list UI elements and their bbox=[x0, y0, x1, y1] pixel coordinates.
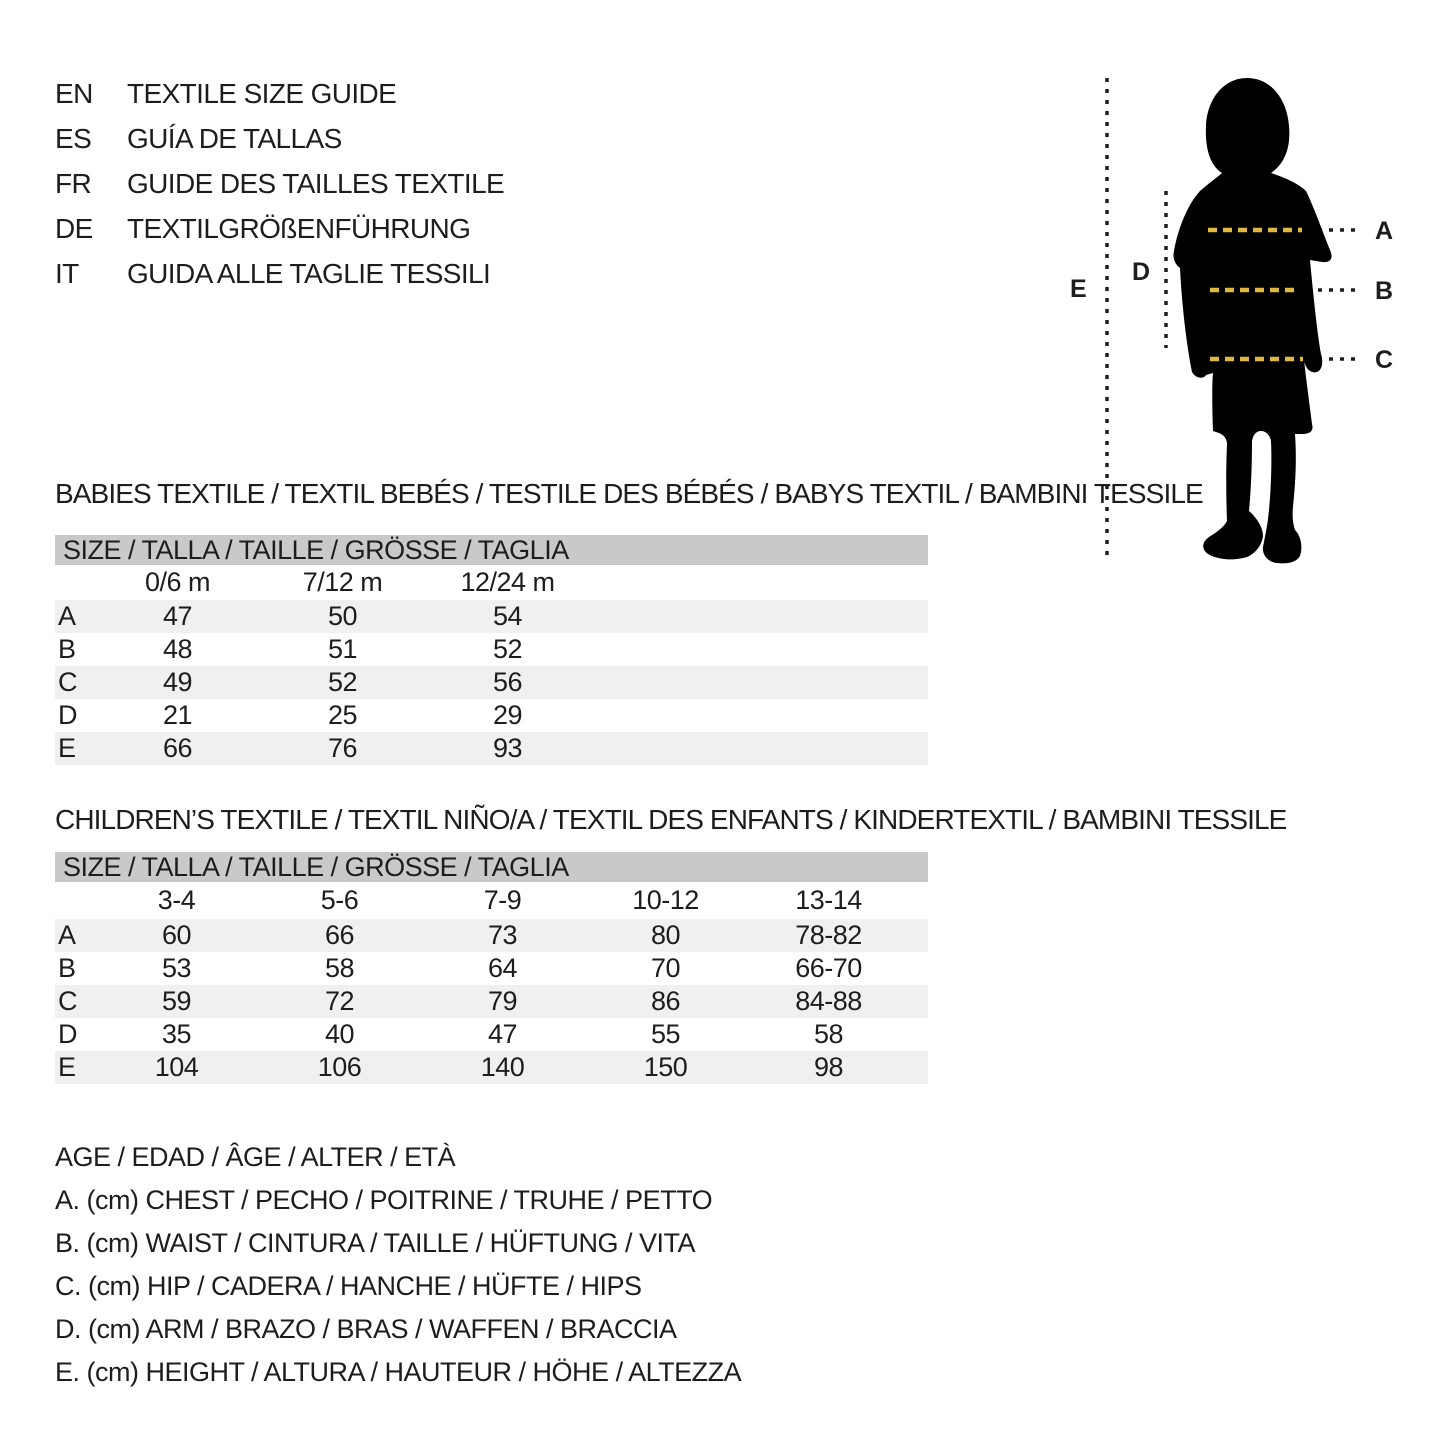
language-code: ES bbox=[55, 122, 92, 154]
cell: 51 bbox=[327, 634, 358, 664]
cell: 50 bbox=[327, 601, 358, 631]
column-header: 10-12 bbox=[632, 885, 699, 915]
figure-label-a: A bbox=[1375, 217, 1394, 245]
cell: 73 bbox=[487, 920, 518, 950]
cell: 35 bbox=[161, 1019, 192, 1049]
cell: 58 bbox=[813, 1019, 844, 1049]
language-row-fr bbox=[55, 161, 504, 206]
cell: 29 bbox=[492, 700, 523, 730]
children-table-header-bar: SIZE / TALLA / TAILLE / GRÖSSE / TAGLIA bbox=[55, 852, 928, 882]
guide-title-de: TEXTILGRÖßENFÜHRUNG bbox=[127, 212, 471, 244]
table-row bbox=[55, 919, 928, 952]
language-row-it bbox=[55, 251, 504, 296]
language-header bbox=[55, 71, 504, 296]
cell: 79 bbox=[487, 986, 518, 1016]
cell: 84-88 bbox=[795, 986, 862, 1016]
column-header: 13-14 bbox=[795, 885, 862, 915]
legend-line-chest: A. (cm) CHEST / PECHO / POITRINE / TRUHE / PETTO bbox=[55, 1185, 713, 1215]
cell: 86 bbox=[650, 986, 681, 1016]
legend-line-hip: C. (cm) HIP / CADERA / HANCHE / HÜFTE / HIPS bbox=[55, 1271, 642, 1301]
legend-line-height: E. (cm) HEIGHT / ALTURA / HAUTEUR / HÖHE / ALTEZZA bbox=[55, 1357, 742, 1387]
language-row-de bbox=[55, 206, 504, 251]
cell: 98 bbox=[813, 1052, 844, 1082]
table-row bbox=[55, 1018, 928, 1051]
language-code: IT bbox=[55, 257, 79, 289]
children-section-title: CHILDREN’S TEXTILE / TEXTIL NIÑO/A / TEXTIL DES ENFANTS / KINDERTEXTIL / BAMBINI TESSILE bbox=[55, 804, 1287, 835]
cell: 52 bbox=[492, 634, 523, 664]
cell: 58 bbox=[324, 953, 355, 983]
babies-column-header-row bbox=[55, 565, 928, 600]
row-label: C bbox=[58, 667, 77, 697]
guide-title-en: TEXTILE SIZE GUIDE bbox=[127, 77, 397, 109]
children-size-table bbox=[55, 852, 928, 1084]
babies-size-table bbox=[55, 535, 928, 765]
table-row bbox=[55, 600, 928, 633]
cell: 66 bbox=[162, 733, 193, 763]
table-row bbox=[55, 699, 928, 732]
cell: 40 bbox=[324, 1019, 355, 1049]
cell: 104 bbox=[154, 1052, 199, 1082]
cell: 49 bbox=[162, 667, 193, 697]
legend-line-age: AGE / EDAD / ÂGE / ALTER / ETÀ bbox=[55, 1142, 456, 1172]
language-code: EN bbox=[55, 77, 93, 109]
row-label: B bbox=[58, 634, 76, 664]
table-row bbox=[55, 952, 928, 985]
column-header: 5-6 bbox=[320, 885, 359, 915]
cell: 70 bbox=[650, 953, 681, 983]
language-code: DE bbox=[55, 212, 93, 244]
table-row bbox=[55, 633, 928, 666]
cell: 80 bbox=[650, 920, 681, 950]
cell: 76 bbox=[327, 733, 358, 763]
legend-line-arm: D. (cm) ARM / BRAZO / BRAS / WAFFEN / BRACCIA bbox=[55, 1314, 677, 1344]
table-row bbox=[55, 985, 928, 1018]
cell: 150 bbox=[643, 1052, 688, 1082]
cell: 25 bbox=[327, 700, 358, 730]
row-label: D bbox=[58, 700, 77, 730]
column-header: 7/12 m bbox=[302, 567, 383, 597]
cell: 64 bbox=[487, 953, 518, 983]
row-label: E bbox=[58, 733, 76, 763]
cell: 54 bbox=[492, 601, 523, 631]
language-code: FR bbox=[55, 167, 92, 199]
cell: 56 bbox=[492, 667, 523, 697]
table-row bbox=[55, 1051, 928, 1084]
language-row-en bbox=[55, 71, 504, 116]
measurement-legend bbox=[55, 1136, 741, 1394]
cell: 53 bbox=[161, 953, 192, 983]
row-label: C bbox=[58, 986, 77, 1016]
cell: 47 bbox=[162, 601, 193, 631]
figure-label-c: C bbox=[1375, 346, 1394, 374]
guide-title-it: GUIDA ALLE TAGLIE TESSILI bbox=[127, 257, 491, 289]
cell: 47 bbox=[487, 1019, 518, 1049]
column-header: 7-9 bbox=[483, 885, 522, 915]
row-label: A bbox=[58, 920, 76, 950]
cell: 59 bbox=[161, 986, 192, 1016]
figure-label-b: B bbox=[1375, 277, 1394, 305]
babies-section-title: BABIES TEXTILE / TEXTIL BEBÉS / TESTILE DES BÉBÉS / BABYS TEXTIL / BAMBINI TESSILE bbox=[55, 478, 1203, 509]
column-header: 0/6 m bbox=[144, 567, 211, 597]
guide-title-es: GUÍA DE TALLAS bbox=[127, 122, 342, 154]
row-label: D bbox=[58, 1019, 77, 1049]
row-label: B bbox=[58, 953, 76, 983]
table-row bbox=[55, 732, 928, 765]
column-header: 3-4 bbox=[157, 885, 196, 915]
cell: 48 bbox=[162, 634, 193, 664]
cell: 66 bbox=[324, 920, 355, 950]
babies-table-header-bar: SIZE / TALLA / TAILLE / GRÖSSE / TAGLIA bbox=[55, 535, 928, 565]
column-header: 12/24 m bbox=[460, 567, 555, 597]
table-row bbox=[55, 666, 928, 699]
cell: 52 bbox=[327, 667, 358, 697]
language-row-es bbox=[55, 116, 504, 161]
cell: 72 bbox=[324, 986, 355, 1016]
cell: 55 bbox=[650, 1019, 681, 1049]
cell: 21 bbox=[162, 700, 193, 730]
row-label: A bbox=[58, 601, 76, 631]
cell: 140 bbox=[480, 1052, 525, 1082]
figure-label-e: E bbox=[1070, 275, 1087, 303]
cell: 66-70 bbox=[795, 953, 862, 983]
cell: 106 bbox=[317, 1052, 362, 1082]
legend-line-waist: B. (cm) WAIST / CINTURA / TAILLE / HÜFTUNG / VITA bbox=[55, 1228, 696, 1258]
guide-title-fr: GUIDE DES TAILLES TEXTILE bbox=[127, 167, 505, 199]
children-column-header-row bbox=[55, 882, 928, 919]
cell: 60 bbox=[161, 920, 192, 950]
cell: 78-82 bbox=[795, 920, 862, 950]
cell: 93 bbox=[492, 733, 523, 763]
row-label: E bbox=[58, 1052, 76, 1082]
figure-label-d: D bbox=[1132, 258, 1151, 286]
